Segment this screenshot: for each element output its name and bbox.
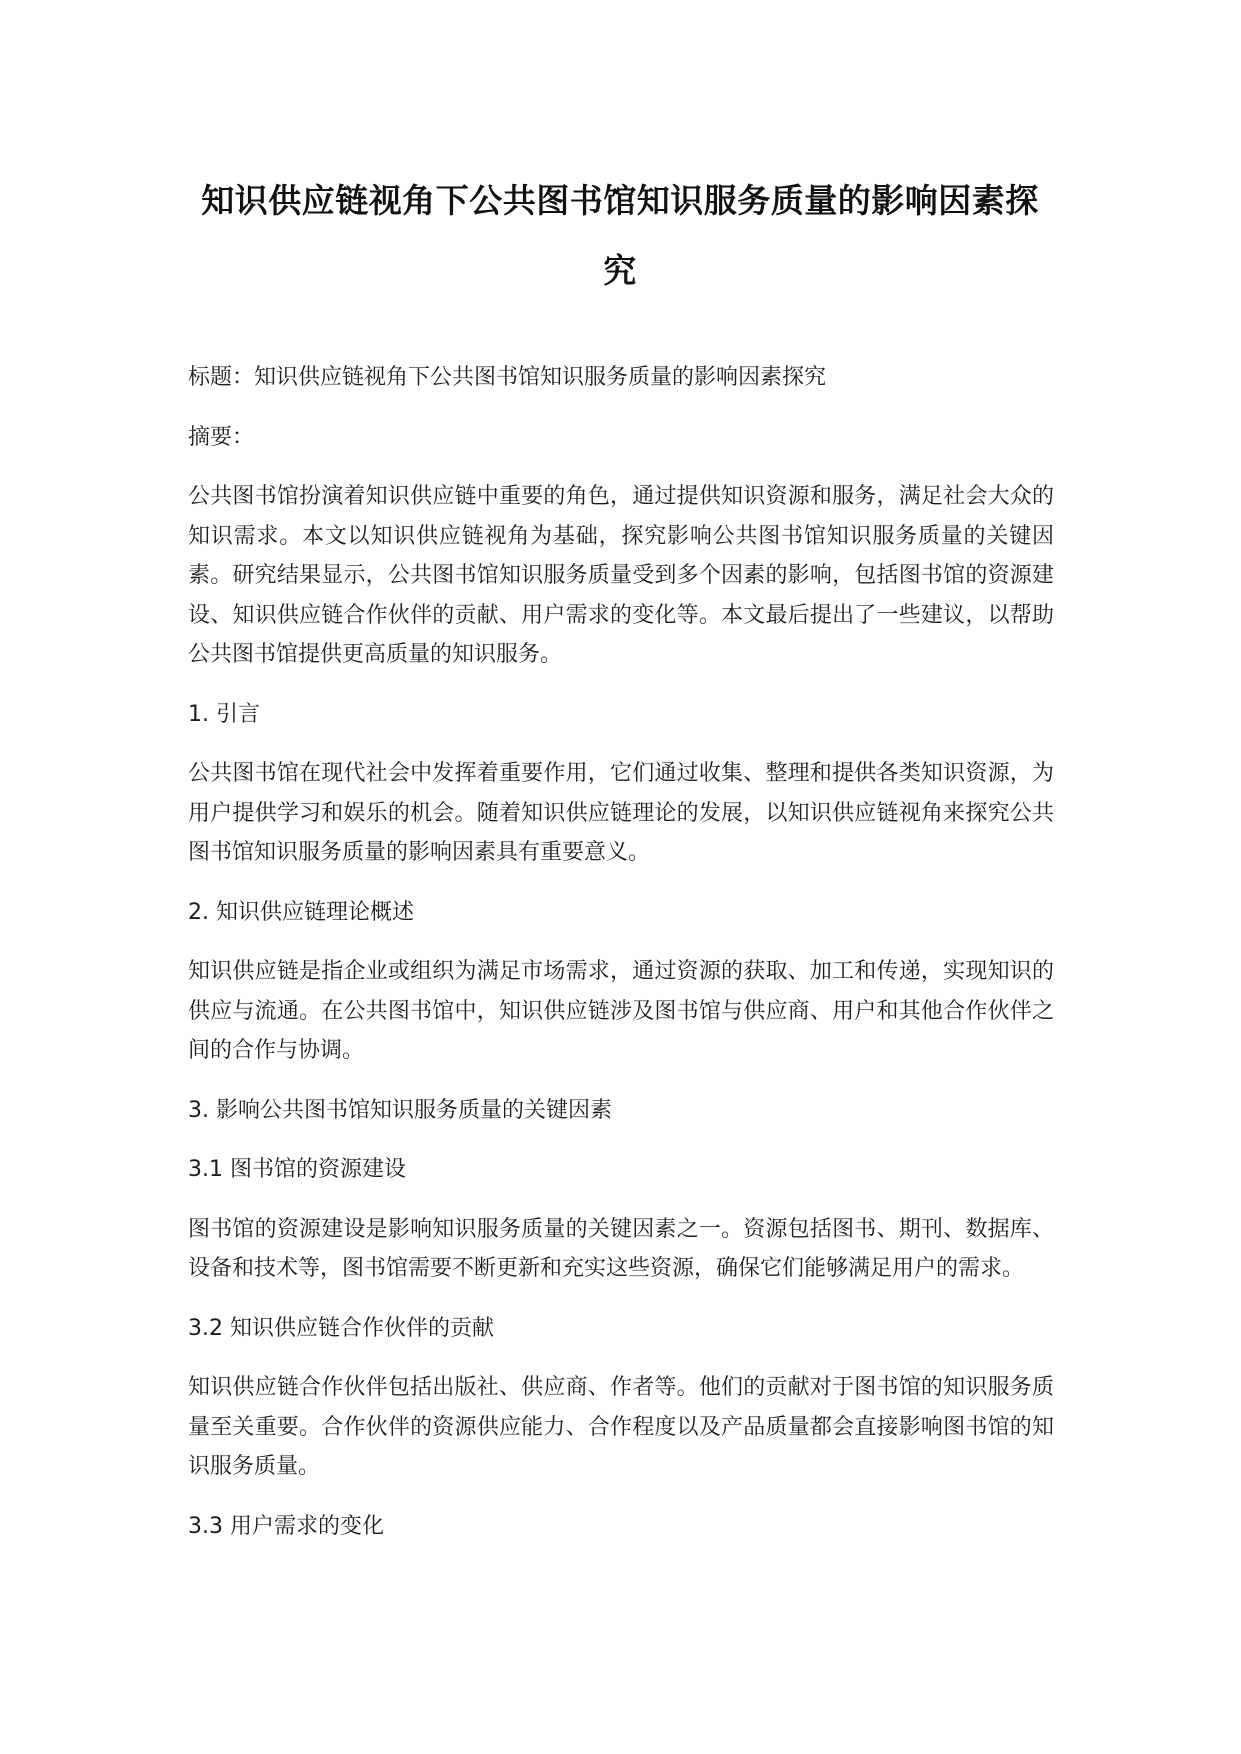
section-heading-3-3: 3.3 用户需求的变化 bbox=[188, 1513, 384, 1539]
abstract-label: 摘要： bbox=[188, 424, 255, 450]
section-heading-2: 2. 知识供应链理论概述 bbox=[188, 899, 414, 925]
document-title-line-2: 究 bbox=[603, 251, 637, 290]
section-heading-3: 3. 影响公共图书馆知识服务质量的关键因素 bbox=[188, 1097, 612, 1123]
section-paragraph-1: 公共图书馆在现代社会中发挥着重要作用，它们通过收集、整理和提供各类知识资源，为用户提供学习和娱乐的机会。随着知识供应链理论的发展，以知识供应链视角来探究公共图书馆知识服务质量的影响因素具有重要意义。 bbox=[188, 761, 1054, 865]
section-heading-1: 1. 引言 bbox=[188, 701, 260, 727]
document-title bbox=[150, 166, 1090, 306]
section-heading-3-2: 3.2 知识供应链合作伙伴的贡献 bbox=[188, 1315, 494, 1341]
abstract-paragraph: 公共图书馆扮演着知识供应链中重要的角色，通过提供知识资源和服务，满足社会大众的知识需求。本文以知识供应链视角为基础，探究影响公共图书馆知识服务质量的关键因素。研究结果显示，公共图书馆知识服务质量受到多个因素的影响，包括图书馆的资源建设、知识供应链合作伙伴的贡献、用户需求的变化等。本文最后提出了一些建议，以帮助公共图书馆提供更高质量的知识服务。 bbox=[188, 484, 1054, 667]
section-heading-3-1: 3.1 图书馆的资源建设 bbox=[188, 1157, 406, 1182]
title-label: 标题：知识供应链视角下公共图书馆知识服务质量的影响因素探究 bbox=[188, 365, 827, 390]
section-paragraph-3-2: 知识供应链合作伙伴包括出版社、供应商、作者等。他们的贡献对于图书馆的知识服务质量至关重要。合作伙伴的资源供应能力、合作程度以及产品质量都会直接影响图书馆的知识服务质量。 bbox=[188, 1375, 1054, 1479]
document-title-line-1: 知识供应链视角下公共图书馆知识服务质量的影响因素探 bbox=[201, 181, 1039, 220]
document-body bbox=[188, 358, 1054, 1566]
section-paragraph-2: 知识供应链是指企业或组织为满足市场需求，通过资源的获取、加工和传递，实现知识的供应与流通。在公共图书馆中，知识供应链涉及图书馆与供应商、用户和其他合作伙伴之间的合作与协调。 bbox=[188, 959, 1054, 1063]
section-paragraph-3-1: 图书馆的资源建设是影响知识服务质量的关键因素之一。资源包括图书、期刊、数据库、设备和技术等，图书馆需要不断更新和充实这些资源，确保它们能够满足用户的需求。 bbox=[188, 1216, 1054, 1281]
